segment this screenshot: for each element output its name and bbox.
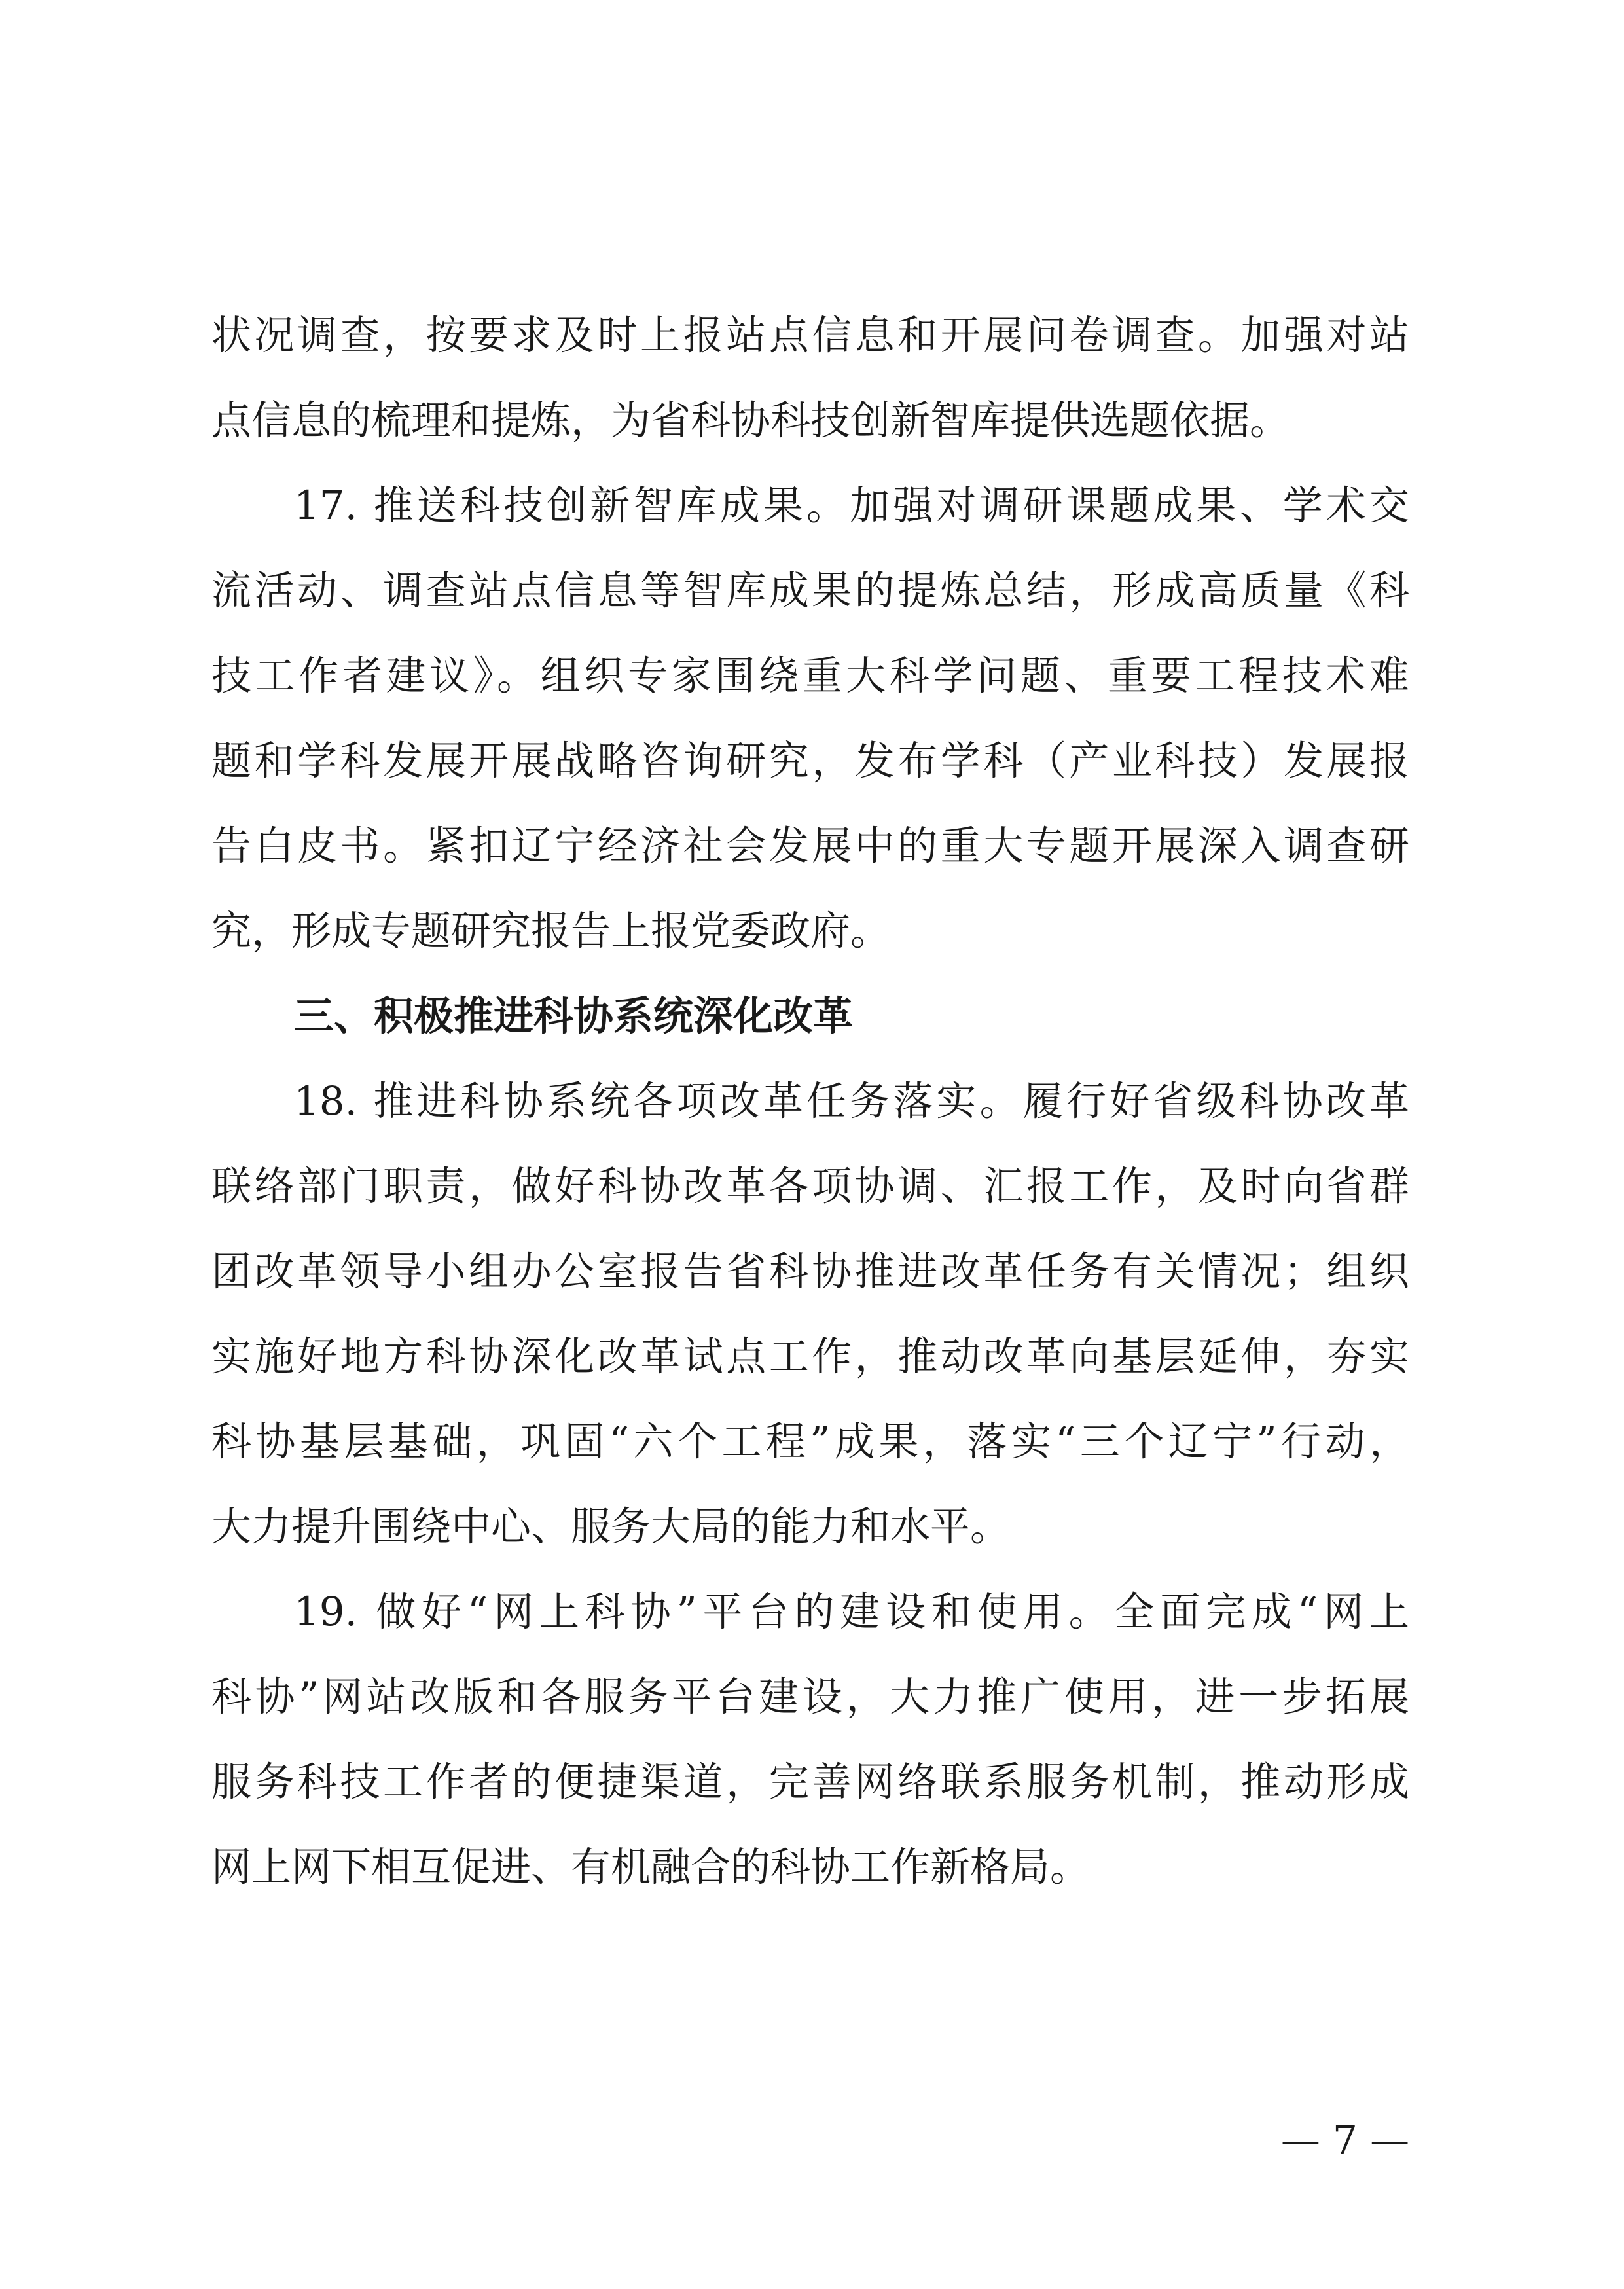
paragraph-line: 网上网下相互促进、有机融合的科协工作新格局。: [211, 1844, 1091, 1890]
paragraph-line: 状况调查，按要求及时上报站点信息和开展问卷调查。加强对站: [211, 312, 1409, 359]
section-heading: 三、积极推进科协系统深化改革: [294, 993, 854, 1039]
paragraph-line: 联络部门职责，做好科协改革各项协调、汇报工作，及时向省群: [211, 1163, 1409, 1210]
paragraph-line: 17. 推送科技创新智库成果。加强对调研课题成果、学术交: [294, 482, 1409, 529]
paragraph-line: 究，形成专题研究报告上报党委政府。: [211, 908, 891, 954]
paragraph-line: 实施好地方科协深化改革试点工作，推动改革向基层延伸，夯实: [211, 1333, 1409, 1380]
paragraph-line: 科协基层基础，巩固“六个工程”成果，落实“三个辽宁”行动，: [211, 1418, 1409, 1465]
page-number: — 7 —: [1280, 2118, 1410, 2163]
paragraph-line: 18. 推进科协系统各项改革任务落实。履行好省级科协改革: [294, 1078, 1409, 1125]
paragraph-line: 点信息的梳理和提炼，为省科协科技创新智库提供选题依据。: [211, 397, 1290, 444]
paragraph-line: 技工作者建议》。组织专家围绕重大科学问题、重要工程技术难: [211, 653, 1409, 699]
paragraph-line: 服务科技工作者的便捷渠道，完善网络联系服务机制，推动形成: [211, 1759, 1409, 1805]
paragraph-line: 科协”网站改版和各服务平台建设，大力推广使用，进一步拓展: [211, 1674, 1409, 1720]
paragraph-line: 题和学科发展开展战略咨询研究，发布学科（产业科技）发展报: [211, 738, 1409, 784]
paragraph-line: 19. 做好“网上科协”平台的建设和使用。全面完成“网上: [294, 1589, 1409, 1635]
paragraph-line: 流活动、调查站点信息等智库成果的提炼总结，形成高质量《科: [211, 568, 1409, 614]
paragraph-line: 告白皮书。紧扣辽宁经济社会发展中的重大专题开展深入调查研: [211, 823, 1409, 869]
paragraph-line: 团改革领导小组办公室报告省科协推进改革任务有关情况；组织: [211, 1248, 1409, 1295]
paragraph-line: 大力提升围绕中心、服务大局的能力和水平。: [211, 1504, 1011, 1550]
